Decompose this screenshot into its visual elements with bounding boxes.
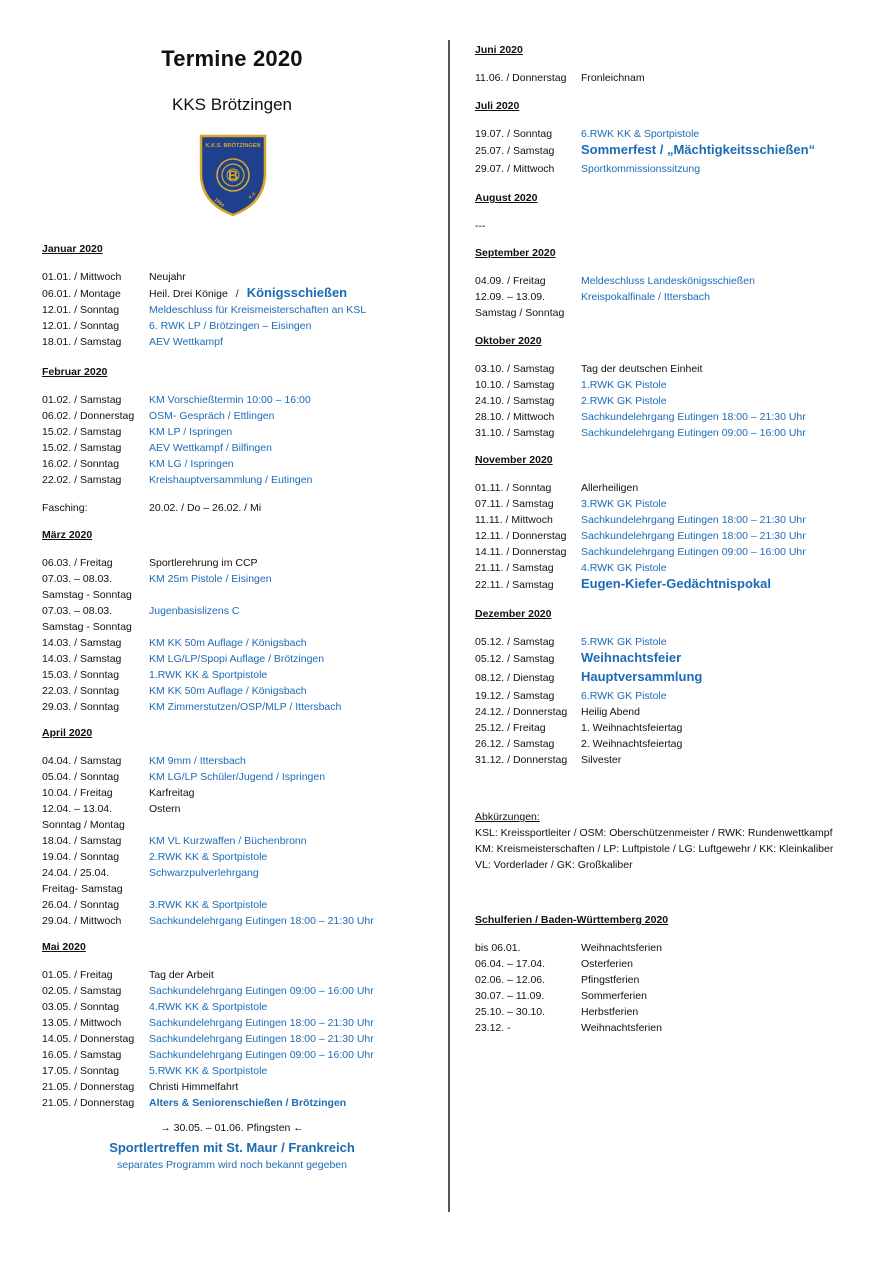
event-row xyxy=(42,587,437,603)
event-row xyxy=(42,651,437,667)
event-date: 22.11. / Samstag xyxy=(475,579,554,591)
section-mai xyxy=(42,939,437,1111)
event-row xyxy=(42,801,437,817)
event-row xyxy=(475,650,885,669)
event-name: KM Zimmerstutzen/OSP/MLP / Ittersbach xyxy=(149,701,342,713)
event-row xyxy=(42,334,437,350)
event-date: 13.05. / Mittwoch xyxy=(42,1017,122,1029)
abbreviations-block xyxy=(475,809,885,873)
holiday-row xyxy=(475,1020,885,1036)
event-date: 18.01. / Samstag xyxy=(42,336,122,348)
event-date: Freitag- Samstag xyxy=(42,883,123,895)
event-name: 1.RWK KK & Sportpistole xyxy=(149,669,268,681)
event-date: 21.05. / Donnerstag xyxy=(42,1081,135,1093)
event-name: 2.RWK KK & Sportpistole xyxy=(149,851,268,863)
event-date: 12.11. / Donnerstag xyxy=(475,530,567,542)
event-row xyxy=(42,408,437,424)
section-april xyxy=(42,725,437,929)
event-date: 06.03. / Freitag xyxy=(42,557,113,569)
event-row xyxy=(475,361,885,377)
column-divider xyxy=(448,40,450,1212)
section-juni xyxy=(475,42,885,86)
event-row xyxy=(475,720,885,736)
event-date: 01.11. / Sonntag xyxy=(475,482,552,494)
holiday-date: bis 06.01. xyxy=(475,942,521,954)
fasching-label: Fasching: xyxy=(42,502,88,514)
event-name: Heilig Abend xyxy=(581,706,640,718)
event-date: 05.04. / Sonntag xyxy=(42,771,120,783)
event-highlight: Hauptversammlung xyxy=(581,669,703,684)
event-name: 5.RWK KK & Sportpistole xyxy=(149,1065,268,1077)
event-name: Christi Himmelfahrt xyxy=(149,1081,239,1093)
section-januar xyxy=(42,241,437,350)
event-name: 4.RWK GK Pistole xyxy=(581,562,667,574)
event-date: 07.03. – 08.03. xyxy=(42,573,113,585)
holiday-row xyxy=(475,972,885,988)
event-date: 25.07. / Samstag xyxy=(475,145,555,157)
programm-note: separates Programm wird noch bekannt gegeben xyxy=(117,1159,347,1171)
section-februar xyxy=(42,364,437,516)
event-name: KM 25m Pistole / Eisingen xyxy=(149,573,272,585)
holiday-name: Weihnachtsferien xyxy=(581,942,662,954)
event-row xyxy=(42,833,437,849)
fasching-value: 20.02. / Do – 26.02. / Mi xyxy=(149,502,262,514)
event-row xyxy=(475,142,885,161)
event-name: KM KK 50m Auflage / Königsbach xyxy=(149,685,307,697)
event-name: Alters & Seniorenschießen / Brötzingen xyxy=(149,1097,347,1109)
event-name: Sachkundelehrgang Eutingen 09:00 – 16:00 Uhr xyxy=(149,985,374,997)
event-date: Sonntag / Montag xyxy=(42,819,125,831)
event-name: Sachkundelehrgang Eutingen 18:00 – 21:30 Uhr xyxy=(581,411,806,423)
event-name: Sachkundelehrgang Eutingen 18:00 – 21:30 Uhr xyxy=(149,915,374,927)
event-row xyxy=(42,967,437,983)
event-row xyxy=(475,752,885,768)
event-row xyxy=(42,1031,437,1047)
event-date: 03.10. / Samstag xyxy=(475,363,555,375)
event-name: Sportlerehrung im CCP xyxy=(149,557,258,569)
event-date: 10.10. / Samstag xyxy=(475,379,555,391)
fasching-row xyxy=(42,500,437,516)
event-name: Sportkommissionssitzung xyxy=(581,163,701,175)
event-row xyxy=(475,218,885,234)
section-title: Schulferien / Baden-Württemberg 2020 xyxy=(475,914,669,926)
event-row xyxy=(475,736,885,752)
event-name: 1. Weihnachtsfeiertag xyxy=(581,722,683,734)
event-row xyxy=(42,1095,437,1111)
event-name: 3.RWK KK & Sportpistole xyxy=(149,899,268,911)
event-name: KM VL Kurzwaffen / Büchenbronn xyxy=(149,835,307,847)
event-date: 14.03. / Samstag xyxy=(42,637,122,649)
section-oktober xyxy=(475,333,885,441)
event-row xyxy=(42,1015,437,1031)
holiday-date: 25.10. – 30.10. xyxy=(475,1006,546,1018)
event-date: 26.04. / Sonntag xyxy=(42,899,120,911)
holiday-name: Osterferien xyxy=(581,958,633,970)
event-date: 22.02. / Samstag xyxy=(42,474,122,486)
event-name: Sachkundelehrgang Eutingen 18:00 – 21:30 Uhr xyxy=(149,1017,374,1029)
event-date: 17.05. / Sonntag xyxy=(42,1065,120,1077)
abbreviation-line: KM: Kreismeisterschaften / LP: Luftpistole / LG: Luftgewehr / KK: Kleinkaliber xyxy=(475,843,834,855)
section-title: November 2020 xyxy=(475,454,553,466)
event-highlight: Sommerfest / „Mächtigkeitsschießen“ xyxy=(581,142,816,157)
event-highlight: Königsschießen xyxy=(246,285,348,300)
event-row xyxy=(42,392,437,408)
event-row xyxy=(475,688,885,704)
holiday-row xyxy=(475,1004,885,1020)
event-name: KM LG/LP/Spopi Auflage / Brötzingen xyxy=(149,653,325,665)
event-date: 14.11. / Donnerstag xyxy=(475,546,567,558)
event-row xyxy=(42,285,437,302)
event-date: 12.01. / Sonntag xyxy=(42,320,120,332)
holiday-row xyxy=(475,988,885,1004)
event-name: Kreispokalfinale / Ittersbach xyxy=(581,291,710,303)
event-name: Jugenbasislizens C xyxy=(149,605,240,617)
event-date: 28.10. / Mittwoch xyxy=(475,411,555,423)
event-date: 31.12. / Donnerstag xyxy=(475,754,568,766)
event-row xyxy=(42,849,437,865)
event-date: 26.12. / Samstag xyxy=(475,738,555,750)
event-name: Sachkundelehrgang Eutingen 09:00 – 16:00 Uhr xyxy=(149,1049,374,1061)
club-logo xyxy=(198,133,268,218)
event-row xyxy=(475,289,885,305)
event-name: Tag der deutschen Einheit xyxy=(581,363,703,375)
separator: / xyxy=(235,288,239,300)
event-name: Sachkundelehrgang Eutingen 09:00 – 16:00 Uhr xyxy=(581,427,806,439)
event-row xyxy=(42,699,437,715)
event-row xyxy=(42,571,437,587)
event-row xyxy=(475,161,885,177)
section-title: Juli 2020 xyxy=(475,100,520,112)
logo-letter: B xyxy=(227,167,239,183)
event-date: 22.03. / Sonntag xyxy=(42,685,120,697)
event-name: AEV Wettkampf xyxy=(149,336,223,348)
holiday-name: Weihnachtsferien xyxy=(581,1022,662,1034)
section-title: September 2020 xyxy=(475,247,556,259)
event-row xyxy=(475,576,885,595)
event-date: 07.11. / Samstag xyxy=(475,498,554,510)
event-name: KM 9mm / Ittersbach xyxy=(149,755,246,767)
section-schulferien xyxy=(475,912,885,1036)
abbreviation-line: VL: Vorderlader / GK: Großkaliber xyxy=(475,859,633,871)
section-title: März 2020 xyxy=(42,529,93,541)
event-row xyxy=(42,817,437,833)
event-date: 24.10. / Samstag xyxy=(475,395,555,407)
section-title: August 2020 xyxy=(475,192,538,204)
holiday-date: 23.12. - xyxy=(475,1022,511,1034)
section-title: Mai 2020 xyxy=(42,941,86,953)
section-title: Januar 2020 xyxy=(42,243,103,255)
event-name: Sachkundelehrgang Eutingen 18:00 – 21:30 Uhr xyxy=(581,530,806,542)
event-name: 6.RWK GK Pistole xyxy=(581,690,667,702)
event-name: Sachkundelehrgang Eutingen 18:00 – 21:30 Uhr xyxy=(581,514,806,526)
event-date: 15.02. / Samstag xyxy=(42,426,122,438)
event-row xyxy=(475,560,885,576)
event-row xyxy=(475,512,885,528)
event-date: 11.06. / Donnerstag xyxy=(475,72,567,84)
abbreviations-title: Abkürzungen: xyxy=(475,811,540,823)
section-dezember xyxy=(475,606,885,768)
event-name: KM KK 50m Auflage / Königsbach xyxy=(149,637,307,649)
event-date: 12.04. – 13.04. xyxy=(42,803,113,815)
event-date: 21.05. / Donnerstag xyxy=(42,1097,135,1109)
event-date: 16.05. / Samstag xyxy=(42,1049,122,1061)
event-row xyxy=(475,496,885,512)
event-date: 11.11. / Mittwoch xyxy=(475,514,553,526)
event-date: 07.03. – 08.03. xyxy=(42,605,113,617)
event-name: Allerheiligen xyxy=(581,482,639,494)
event-row xyxy=(475,126,885,142)
event-row xyxy=(475,544,885,560)
event-date: 25.12. / Freitag xyxy=(475,722,546,734)
event-date: 12.09. – 13.09. xyxy=(475,291,546,303)
event-date: 01.02. / Samstag xyxy=(42,394,122,406)
event-name: 6. RWK LP / Brötzingen – Eisingen xyxy=(149,320,312,332)
section-title: April 2020 xyxy=(42,727,93,739)
event-row xyxy=(42,269,437,285)
event-date: 31.10. / Samstag xyxy=(475,427,555,439)
event-row xyxy=(475,634,885,650)
holiday-name: Sommerferien xyxy=(581,990,647,1002)
pfingsten-note: → 30.05. – 01.06. Pfingsten ← xyxy=(160,1122,304,1134)
event-row xyxy=(42,1079,437,1095)
event-name: OSM- Gespräch / Ettlingen xyxy=(149,410,275,422)
event-row xyxy=(42,603,437,619)
event-row xyxy=(42,753,437,769)
event-name: Ostern xyxy=(149,803,181,815)
event-date: 19.04. / Sonntag xyxy=(42,851,120,863)
event-row xyxy=(42,424,437,440)
event-date: 19.12. / Samstag xyxy=(475,690,555,702)
section-juli xyxy=(475,98,885,177)
event-date: 29.07. / Mittwoch xyxy=(475,163,555,175)
no-events-placeholder: --- xyxy=(475,220,486,232)
event-row xyxy=(475,528,885,544)
holiday-date: 06.04. – 17.04. xyxy=(475,958,546,970)
event-row xyxy=(42,440,437,456)
event-row xyxy=(475,377,885,393)
event-name: 2. Weihnachtsfeiertag xyxy=(581,738,683,750)
event-row xyxy=(42,769,437,785)
event-date: 14.05. / Donnerstag xyxy=(42,1033,135,1045)
event-row xyxy=(42,1063,437,1079)
event-row xyxy=(42,881,437,897)
event-row xyxy=(42,302,437,318)
event-row xyxy=(475,409,885,425)
holiday-name: Pfingstferien xyxy=(581,974,640,986)
event-name: Meldeschluss für Kreismeisterschaften an KSL xyxy=(149,304,367,316)
event-date: 29.04. / Mittwoch xyxy=(42,915,122,927)
event-name: Heil. Drei Könige xyxy=(149,288,228,300)
event-row xyxy=(475,425,885,441)
event-name: KM LG / Ispringen xyxy=(149,458,234,470)
event-date: Samstag - Sonntag xyxy=(42,621,132,633)
event-date: 01.01. / Mittwoch xyxy=(42,271,122,283)
event-date: 04.04. / Samstag xyxy=(42,755,122,767)
event-name: KM LG/LP Schüler/Jugend / Ispringen xyxy=(149,771,326,783)
logo-year: 1964 xyxy=(212,196,226,209)
event-date: 16.02. / Sonntag xyxy=(42,458,120,470)
event-name: Fronleichnam xyxy=(581,72,645,84)
event-highlight: Weihnachtsfeier xyxy=(581,650,682,665)
event-row xyxy=(42,983,437,999)
event-row xyxy=(42,1047,437,1063)
event-name: 2.RWK GK Pistole xyxy=(581,395,667,407)
section-title: Oktober 2020 xyxy=(475,335,542,347)
section-maerz xyxy=(42,527,437,715)
event-name: KM LP / Ispringen xyxy=(149,426,233,438)
event-name: Meldeschluss Landeskönigsschießen xyxy=(581,275,755,287)
section-november xyxy=(475,452,885,595)
event-row xyxy=(42,318,437,334)
event-row xyxy=(42,667,437,683)
section-title: Juni 2020 xyxy=(475,44,523,56)
section-title: Dezember 2020 xyxy=(475,608,552,620)
event-row xyxy=(42,472,437,488)
holiday-row xyxy=(475,940,885,956)
event-name: 3.RWK GK Pistole xyxy=(581,498,667,510)
event-date: Samstag / Sonntag xyxy=(475,307,565,319)
event-date: 06.01. / Montage xyxy=(42,288,121,300)
holiday-date: 30.07. – 11.09. xyxy=(475,990,545,1002)
event-date: Samstag - Sonntag xyxy=(42,589,132,601)
event-date: 15.03. / Sonntag xyxy=(42,669,120,681)
event-row xyxy=(475,273,885,289)
event-row xyxy=(475,393,885,409)
event-name: Sachkundelehrgang Eutingen 09:00 – 16:00 Uhr xyxy=(581,546,806,558)
event-date: 04.09. / Freitag xyxy=(475,275,546,287)
event-date: 21.11. / Samstag xyxy=(475,562,554,574)
event-name: Silvester xyxy=(581,754,622,766)
page-subtitle: KKS Brötzingen xyxy=(171,95,292,114)
event-date: 01.05. / Freitag xyxy=(42,969,113,981)
sportlertreffen-title: Sportlertreffen mit St. Maur / Frankreich xyxy=(109,1140,355,1155)
event-name: Sachkundelehrgang Eutingen 18:00 – 21:30 Uhr xyxy=(149,1033,374,1045)
event-name: AEV Wettkampf / Bilfingen xyxy=(149,442,272,454)
event-date: 03.05. / Sonntag xyxy=(42,1001,120,1013)
event-date: 18.04. / Samstag xyxy=(42,835,122,847)
event-date: 15.02. / Samstag xyxy=(42,442,122,454)
event-name: 5.RWK GK Pistole xyxy=(581,636,667,648)
event-row xyxy=(42,785,437,801)
event-name: Kreishauptversammlung / Eutingen xyxy=(149,474,313,486)
event-row xyxy=(42,999,437,1015)
event-name: 4.RWK KK & Sportpistole xyxy=(149,1001,268,1013)
event-date: 19.07. / Sonntag xyxy=(475,128,553,140)
event-row xyxy=(475,70,885,86)
event-name: Neujahr xyxy=(149,271,186,283)
event-date: 06.02. / Donnerstag xyxy=(42,410,135,422)
holiday-date: 02.06. – 12.06. xyxy=(475,974,546,986)
page-title: Termine 2020 xyxy=(161,46,303,71)
section-august xyxy=(475,190,885,234)
event-date: 12.01. / Sonntag xyxy=(42,304,120,316)
holiday-row xyxy=(475,956,885,972)
event-name: Karfreitag xyxy=(149,787,195,799)
event-date: 10.04. / Freitag xyxy=(42,787,113,799)
event-row xyxy=(42,913,437,929)
logo-ev: e.V. xyxy=(247,190,258,201)
event-date: 02.05. / Samstag xyxy=(42,985,122,997)
event-date: 14.03. / Samstag xyxy=(42,653,122,665)
event-row xyxy=(42,456,437,472)
section-september xyxy=(475,245,885,321)
event-name: KM Vorschießtermin 10:00 – 16:00 xyxy=(149,394,311,406)
event-highlight: Eugen-Kiefer-Gedächtnispokal xyxy=(581,576,771,591)
event-row xyxy=(42,555,437,571)
event-date: 24.04. / 25.04. xyxy=(42,867,110,879)
event-date: 24.12. / Donnerstag xyxy=(475,706,568,718)
event-row xyxy=(475,704,885,720)
event-name: 1.RWK GK Pistole xyxy=(581,379,667,391)
logo-text: K.K.S. BRÖTZINGEN xyxy=(205,143,261,149)
event-row xyxy=(42,865,437,881)
event-row xyxy=(475,305,885,321)
section-title: Februar 2020 xyxy=(42,366,108,378)
event-name: Tag der Arbeit xyxy=(149,969,214,981)
event-row xyxy=(42,635,437,651)
event-date: 05.12. / Samstag xyxy=(475,636,555,648)
event-name: Schwarzpulverlehrgang xyxy=(149,867,259,879)
event-date: 29.03. / Sonntag xyxy=(42,701,120,713)
event-row xyxy=(42,683,437,699)
abbreviation-line: KSL: Kreissportleiter / OSM: Oberschützenmeister / RWK: Rundenwettkampf xyxy=(475,827,833,839)
event-row xyxy=(475,480,885,496)
event-row xyxy=(475,669,885,688)
event-date: 08.12. / Dienstag xyxy=(475,672,555,684)
event-name: 6.RWK KK & Sportpistole xyxy=(581,128,700,140)
event-date: 05.12. / Samstag xyxy=(475,653,555,665)
holiday-name: Herbstferien xyxy=(581,1006,639,1018)
event-row xyxy=(42,897,437,913)
event-row xyxy=(42,619,437,635)
